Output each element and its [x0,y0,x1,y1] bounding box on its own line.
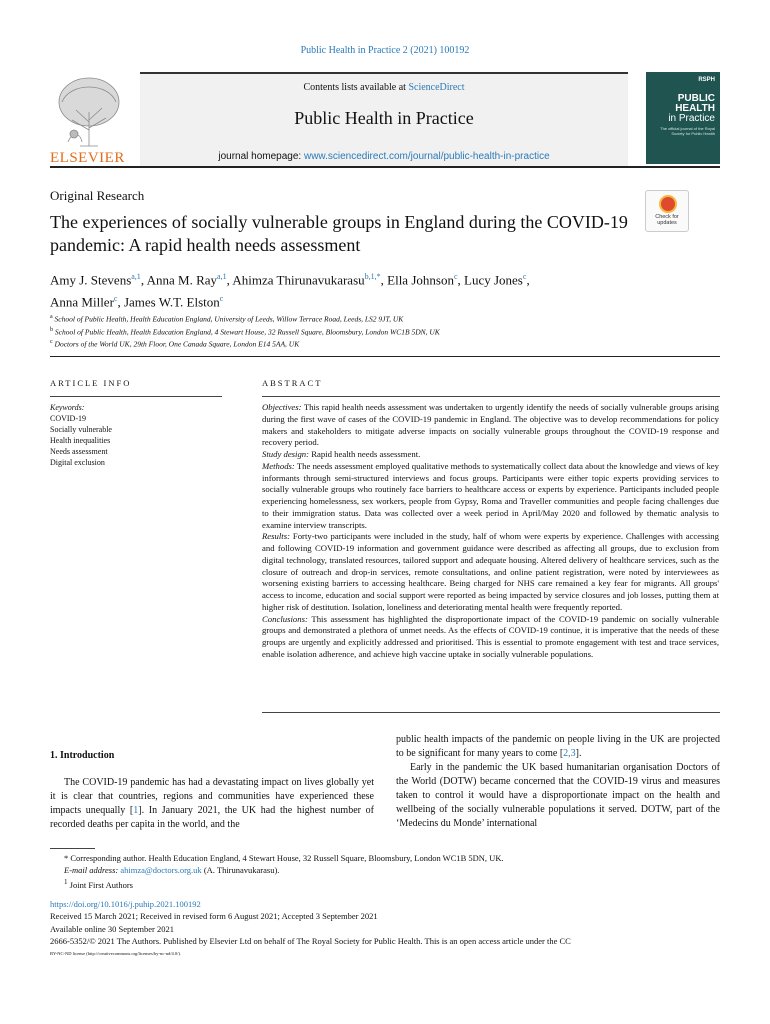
article-info-heading: ARTICLE INFO [50,378,132,388]
affiliations [50,312,710,350]
abstract-results: Results: Forty-two participants were included in the study, half of whom were experts by experience. Challenges with accessing and following COVID-19 information and government guidance were described as affecting all groups, due to exclusion from digital technology, translated resources, tailored support and adequate housing. Altered delivery of healthcare services, such as the closure of outreach and drop-in services, remote consultations, and online patient registration, were noted by interviewees as worsening existing barriers to accessing healthcare. Being charged for NHS care remained a key fear for migrants. All groups' access to income, education and social support were reported as being impacted by service closures and job losses, putting them at higher risk of destitution. Isolation, loneliness and deteriorating mental health were frequently reported. [262,531,719,612]
keywords-label: Keywords: [50,403,85,412]
citation-link[interactable]: 1 [133,805,139,816]
joint-authors-note: $^1$ Joint First Authors [64,878,133,890]
abstract-conclusions: Conclusions: This assessment has highlighted the disproportionate impact of the COVID-19 pandemic on socially vulnerable groups and demonstrated a plethora of unmet needs. As the effects of COVID-19 continue, it is imperative that the needs of these groups are urgently and explicitly addressed and prioritised. This is essential to promote engagement with test and trace services, enable isolation adherence, and achieve high vaccine uptake in socially vulnerable populations. [262,613,719,659]
footnote-rule [50,848,95,849]
keyword: Digital exclusion [50,458,105,467]
divider [262,712,720,713]
badge-label: Check for updates [655,214,679,226]
doi-link[interactable]: https://doi.org/10.1016/j.puhip.2021.100192 [50,899,201,909]
journal-masthead [140,72,628,166]
cover-title: PUBLIC HEALTH in Practice [668,93,715,124]
email-note: E-mail address: ahimza@doctors.org.uk (A. Thirunavukarasu). [64,865,280,875]
author-name[interactable]: Amy J. Stevens [50,272,132,288]
keyword: COVID-19 [50,414,86,423]
available-date: Available online 30 September 2021 [50,923,175,934]
keywords [50,402,222,468]
journal-title: Public Health in Practice [294,108,474,128]
abstract-design: Study design: Rapid health needs assessment. [262,449,421,459]
citation-link[interactable]: 2,3 [563,748,576,759]
publication-info [50,898,720,947]
homepage-line: journal homepage: www.sciencedirect.com/journal/public-health-in-practice [218,151,550,162]
author-name[interactable]: Anna Miller [50,294,114,310]
masthead-rule [50,166,720,168]
elsevier-logo-text: ELSEVIER [50,150,125,166]
author-name[interactable]: Ella Johnson [387,272,454,288]
sciencedirect-link[interactable]: ScienceDirect [408,82,465,93]
author-list: Amy J. Stevens$^{a,1}$, Anna M. Ray$^{a,1}$, Ahimza Thirunavukarasu$^{b,1,*}$, Ella Johnson$^c$, Lucy Jones$^c$, Anna Miller$^c$, James W.T. Elston$^c$ [50,272,530,310]
keyword: Health inequalities [50,436,111,445]
author-name[interactable]: Lucy Jones [464,272,523,288]
article-section: Original Research [50,188,145,203]
intro-column-left: The COVID-19 pandemic has had a devastating impact on lives globally yet it is clear that countries, regions and communities have experienced these impacts unequally [1]. In January 2021, the UK had the highest number of recorded deaths per capita in the world, and the [50,777,374,830]
abstract-body [262,402,719,661]
divider [262,396,720,397]
corresponding-author-note: * Corresponding author. Health Education England, 4 Stewart House, 32 Russell Square, Bloomsbury, London WC1B 5DN, UK. [64,853,504,863]
check-updates-icon [659,195,677,213]
received-dates: Received 15 March 2021; Received in revised form 6 August 2021; Accepted 3 September 2021 [50,911,378,922]
affiliation-a: $^a$ School of Public Health, Health Education England, University of Leeds, Willow Terrace Road, Leeds, LS2 9JT, UK [50,314,404,324]
abstract-objectives: Objectives: This rapid health needs assessment was undertaken to urgently identify the needs of socially vulnerable groups arising during the first wave of cases of the COVID-19 pandemic in England. The objective was to develop recommendations for policy makers and stakeholders to mitigate adverse impacts on socially vulnerable groups throughout the COVID-19 response and recovery period. [262,402,719,448]
cover-tagline: The official journal of the Royal Society for Public Health [660,126,715,136]
intro-column-right: public health impacts of the pandemic on people living in the UK are projected to be significant for many years to come [2,3]. Early in the pandemic the UK based humanitarian organisation Doctors of the World (DOTW) became concerned that the COVID-19 virus and measures taken to control it would have a disproportionate impact on the health and wellbeing of the socially vulnerable populations it served. DOTW, part of the ‘Medecins du Monde’ international [396,734,720,829]
homepage-link[interactable]: www.sciencedirect.com/journal/public-health-in-practice [303,151,550,162]
section-heading: 1. Introduction [50,750,115,761]
copyright-line: 2666-5352/© 2021 The Authors. Published by Elsevier Ltd on behalf of The Royal Society for Public Health. This is an open access article under the CC [50,935,571,946]
author-name[interactable]: Anna M. Ray [146,272,218,288]
keyword: Socially vulnerable [50,425,112,434]
abstract-heading: ABSTRACT [262,378,323,388]
affiliation-c: $^c$ Doctors of the World UK, 29th Floor, One Canada Square, London E14 5AA, UK [50,339,300,349]
divider [50,356,720,357]
cover-brand: RSPH [698,77,715,83]
author-name[interactable]: James W.T. Elston [123,294,220,310]
journal-cover[interactable] [646,72,720,164]
article-title: The experiences of socially vulnerable groups in England during the COVID-19 pandemic: A rapid health needs assessment [50,212,628,255]
check-for-updates-button[interactable] [645,190,689,232]
journal-citation[interactable]: Public Health in Practice 2 (2021) 100192 [300,45,470,56]
abstract-methods: Methods: The needs assessment employed qualitative methods to systematically collect data about the knowledge and views of key informants through semi-structured interviews and focus groups. Participants were either topic experts providing services to socially vulnerable groups who routinely face barriers to healthcare access or experts by experience. Participants included people experiencing homelessness, sex workers, people from Gypsy, Roma and Traveller communities and people facing challenges due to their immigration status. Data was collected over a week period in April/May 2020 and followed by thematic analysis to examine interview transcripts. [262,460,719,530]
footnotes [50,852,720,891]
affiliation-b: $^b$ School of Public Health, Health Education England, 4 Stewart House, 32 Russell Square, Bloomsbury, London WC1B 5DN, UK [50,326,440,336]
contents-line: Contents lists available at ScienceDirect [303,82,465,93]
author-name[interactable]: Ahimza Thirunavukarasu [232,272,365,288]
email-link[interactable]: ahimza@doctors.org.uk [120,865,202,875]
keyword: Needs assessment [50,447,108,456]
license-link[interactable]: BY-NC-ND license (http://creativecommons.org/licenses/by-nc-nd/4.0/). [50,951,182,956]
divider [50,396,222,397]
